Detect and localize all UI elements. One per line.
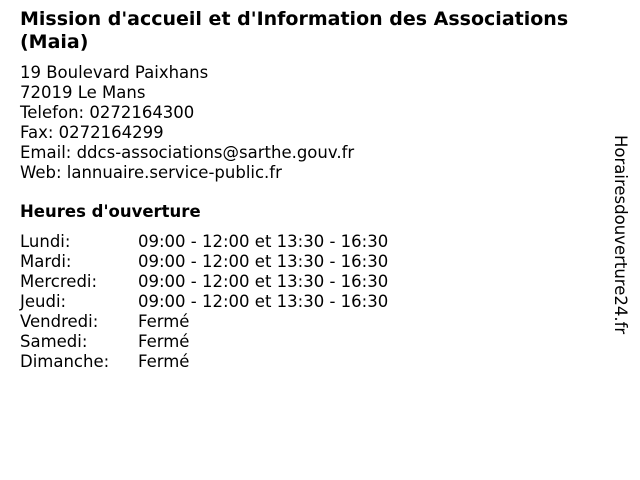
hours-time: Fermé [138, 312, 190, 331]
phone-number: Telefon: 0272164300 [20, 103, 195, 122]
address-block [20, 63, 610, 183]
city: 72019 Le Mans [20, 83, 146, 102]
hours-time: 09:00 - 12:00 et 13:30 - 16:30 [138, 272, 389, 291]
hours-row-monday [20, 232, 610, 252]
hours-time: 09:00 - 12:00 et 13:30 - 16:30 [138, 232, 389, 251]
hours-day: Mercredi: [20, 272, 98, 291]
hours-day: Lundi: [20, 232, 71, 251]
fax-number: Fax: 0272164299 [20, 123, 164, 142]
hours-day: Mardi: [20, 252, 72, 271]
website: Web: lannuaire.service-public.fr [20, 163, 282, 182]
email-address: Email: ddcs-associations@sarthe.gouv.fr [20, 143, 355, 162]
site-watermark: Horairesdouverture24.fr [611, 135, 630, 335]
hours-row-sunday [20, 352, 610, 372]
hours-row-saturday [20, 332, 610, 352]
hours-day: Samedi: [20, 332, 88, 351]
hours-time: Fermé [138, 352, 190, 371]
hours-day: Jeudi: [20, 292, 67, 311]
hours-row-wednesday [20, 272, 610, 292]
hours-day: Dimanche: [20, 352, 110, 371]
hours-time: 09:00 - 12:00 et 13:30 - 16:30 [138, 292, 389, 311]
hours-table [20, 232, 610, 372]
hours-row-thursday [20, 292, 610, 312]
page-title: Mission d'accueil et d'Information des Associations (Maia) [20, 8, 569, 53]
street-address: 19 Boulevard Paixhans [20, 63, 209, 82]
hours-time: 09:00 - 12:00 et 13:30 - 16:30 [138, 252, 389, 271]
info-card [20, 8, 610, 372]
hours-day: Vendredi: [20, 312, 99, 331]
hours-time: Fermé [138, 332, 190, 351]
hours-heading: Heures d'ouverture [20, 202, 201, 221]
hours-row-friday [20, 312, 610, 332]
hours-row-tuesday [20, 252, 610, 272]
